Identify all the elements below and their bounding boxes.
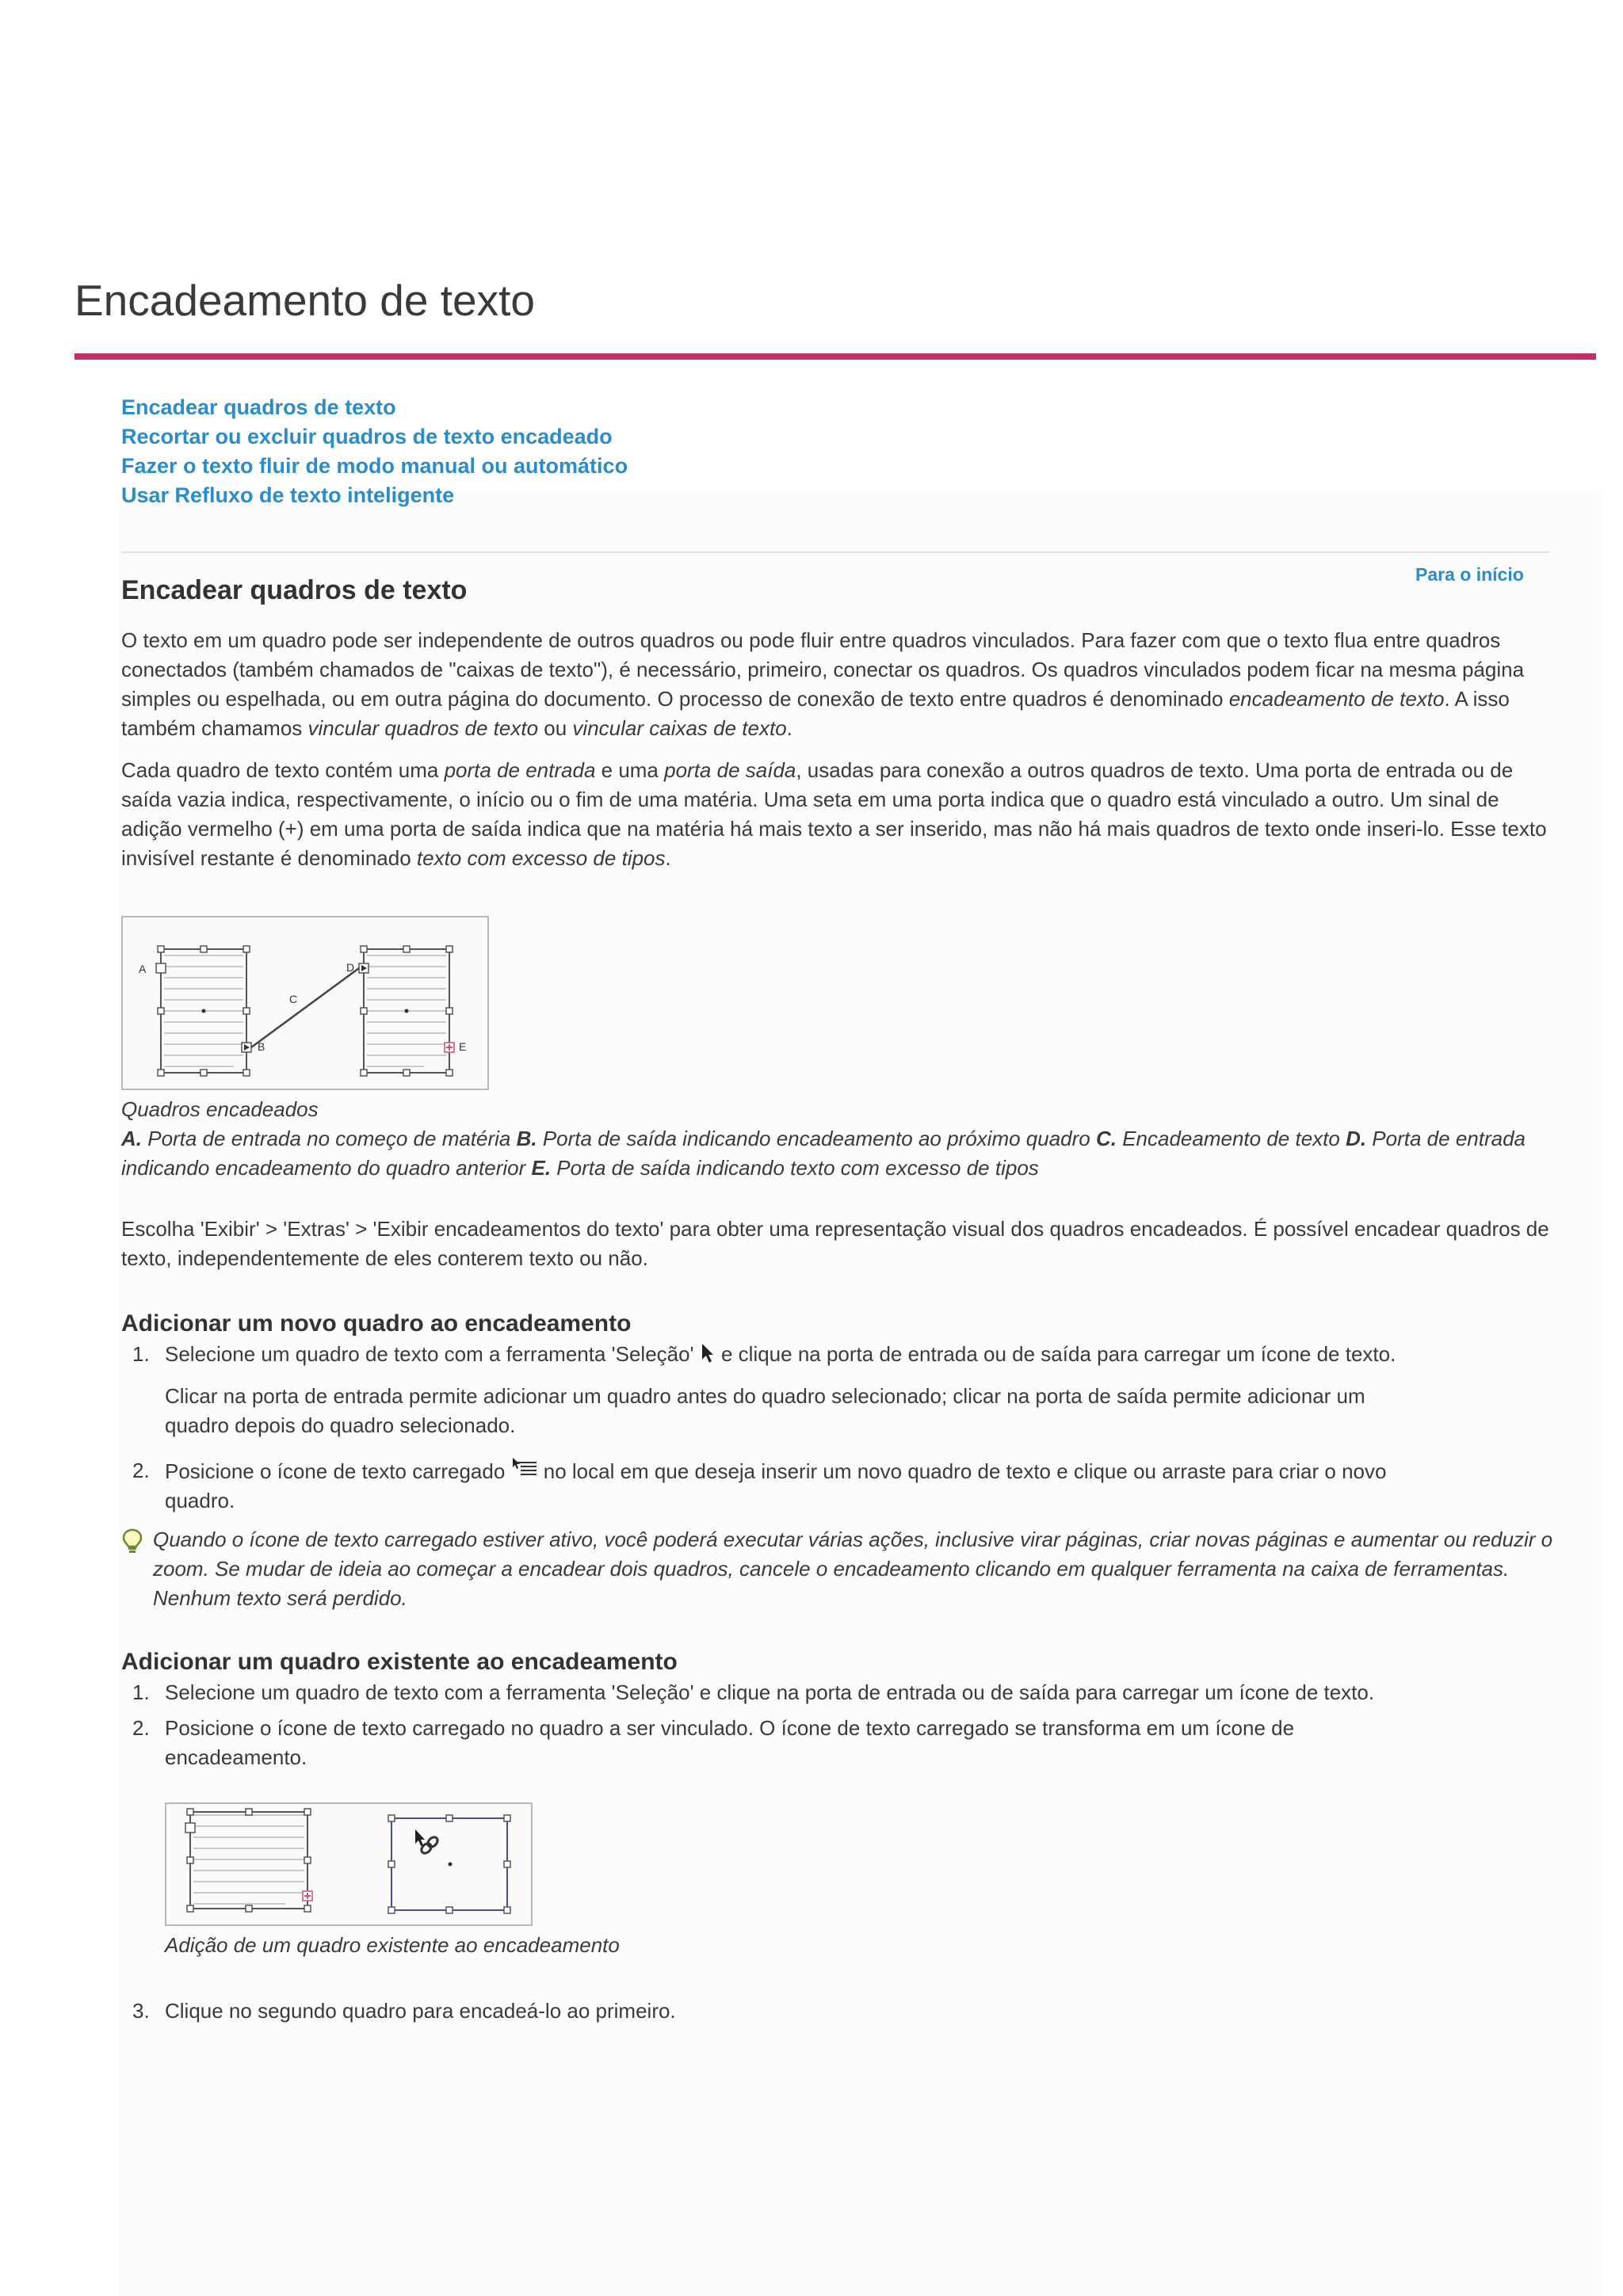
subsection-title-new-frame: Adicionar um novo quadro ao encadeamento (121, 1310, 632, 1337)
existing-frame-steps (121, 1678, 1421, 2026)
existing-frame-image (165, 1802, 533, 1926)
table-of-contents (121, 393, 628, 510)
new-frame-steps (121, 1340, 1421, 1516)
step-note: Clicar na porta de entrada permite adicionar um quadro antes do quadro selecionado; clicar na porta de saída permite adicionar um quadro depois do quadro selecionado. (165, 1384, 1365, 1437)
figure2-caption: Adição de um quadro existente ao encadeamento (165, 1933, 620, 1957)
list-item: 3. Clique no segundo quadro para encadeá-lo ao primeiro. (132, 1999, 676, 2023)
intro-paragraph: O texto em um quadro pode ser independente de outros quadros ou pode fluir entre quadros vinculados. Para fazer com que o texto flua entre quadros conectados (também chamados de "caixas de texto"), é necessário, primeiro, conectar os quadros. Os quadros vinculados podem ficar na mesma página simples ou espelhada, ou em outra página do documento. O processo de conexão de texto entre quadros é denominado encadeamento de texto. A isso também chamamos vincular quadros de texto ou vincular caixas de texto. (121, 628, 1525, 740)
list-item: 2. Posicione o ícone de texto carregado no local em que deseja inserir um novo quadro de texto e clique ou arraste para criar o novo quadro. (121, 1456, 1421, 1516)
back-to-top-link[interactable]: Para o início (1415, 564, 1524, 585)
toc-link-fluir[interactable]: Fazer o texto fluir de modo manual ou automático (121, 454, 628, 478)
thread-link-icon (415, 1829, 439, 1855)
selection-tool-icon (700, 1342, 716, 1364)
toc-link-refluxo[interactable]: Usar Refluxo de texto inteligente (121, 483, 455, 507)
lightbulb-tip-icon (121, 1528, 143, 1555)
svg-text:B: B (258, 1040, 265, 1053)
figure1-caption: A. Porta de entrada no começo de matéria B. Porta de saída indicando encadeamento ao próximo quadro C. Encadeamento de texto D. Porta de entrada indicando encadeamento do quadro anterior E. Porta de saída indicando texto com excesso de tipos (121, 1127, 1526, 1180)
section-divider (121, 551, 1549, 553)
toc-link-recortar[interactable]: Recortar ou excluir quadros de texto encadeado (121, 425, 613, 448)
svg-text:A: A (139, 963, 147, 975)
figure1-caption-title: Quadros encadeados (121, 1097, 319, 1121)
svg-text:C: C (289, 993, 298, 1005)
list-item: 1. Selecione um quadro de texto com a ferramenta 'Seleção' e clique na porta de entrada ou de saída para carregar um ícone de texto. Clicar na porta de entrada permite adicionar um quadro antes do quadro selecionado; clicar na porta de saída permite adicionar um quadro depois do quadro selecionado. (121, 1340, 1421, 1440)
svg-text:D: D (346, 961, 355, 974)
figure-threaded-frames (121, 916, 1554, 1183)
svg-text:E: E (459, 1040, 467, 1053)
subsection-title-existing-frame: Adicionar um quadro existente ao encadeamento (121, 1649, 678, 1675)
tip-box (121, 1525, 1554, 1613)
loaded-text-icon (511, 1456, 538, 1480)
threaded-frames-image (121, 916, 489, 1090)
main-content (121, 572, 1554, 2026)
page-title: Encadeamento de texto (74, 276, 535, 325)
thread-line (251, 968, 359, 1047)
title-rule (74, 353, 1596, 360)
tip-text: Quando o ícone de texto carregado estiver ativo, você poderá executar várias ações, inclusive virar páginas, criar novas páginas e aumentar ou reduzir o zoom. Se mudar de ideia ao começar a encadear dois quadros, cancele o encadeamento clicando em qualquer ferramenta na caixa de ferramentas. Nenhum texto será perdido. (153, 1527, 1553, 1610)
in-port-a (156, 963, 166, 973)
ports-paragraph: Cada quadro de texto contém uma porta de entrada e uma porta de saída, usadas para conexão a outros quadros de texto. Uma porta de entrada ou de saída vazia indica, respectivamente, o início ou o fim de uma matéria. Uma seta em uma porta indica que o quadro está vinculado a outro. Um sinal de adição vermelho (+) em uma porta de saída indica que na matéria há mais texto a ser inserido, mas não há mais quadros de texto onde inseri-lo. Esse texto invisível restante é denominado texto com excesso de tipos. (121, 758, 1547, 870)
section-title: Encadear quadros de texto (121, 575, 468, 605)
list-item: 1. Selecione um quadro de texto com a ferramenta 'Seleção' e clique na porta de entrada ou de saída para carregar um ícone de texto. (132, 1680, 1375, 1704)
list-item: 2. Posicione o ícone de texto carregado no quadro a ser vinculado. O ícone de texto carregado se transforma em um ícone de encadeamento. Adição de um quadro existente ao encadeamento (121, 1714, 1421, 1960)
view-threads-paragraph: Escolha 'Exibir' > 'Extras' > 'Exibir encadeamentos do texto' para obter uma representação visual dos quadros encadeados. É possível encadear quadros de texto, independentemente de eles conterem texto ou não. (121, 1217, 1549, 1270)
toc-link-encadear[interactable]: Encadear quadros de texto (121, 395, 396, 419)
figure-existing-frame (165, 1802, 1421, 1960)
